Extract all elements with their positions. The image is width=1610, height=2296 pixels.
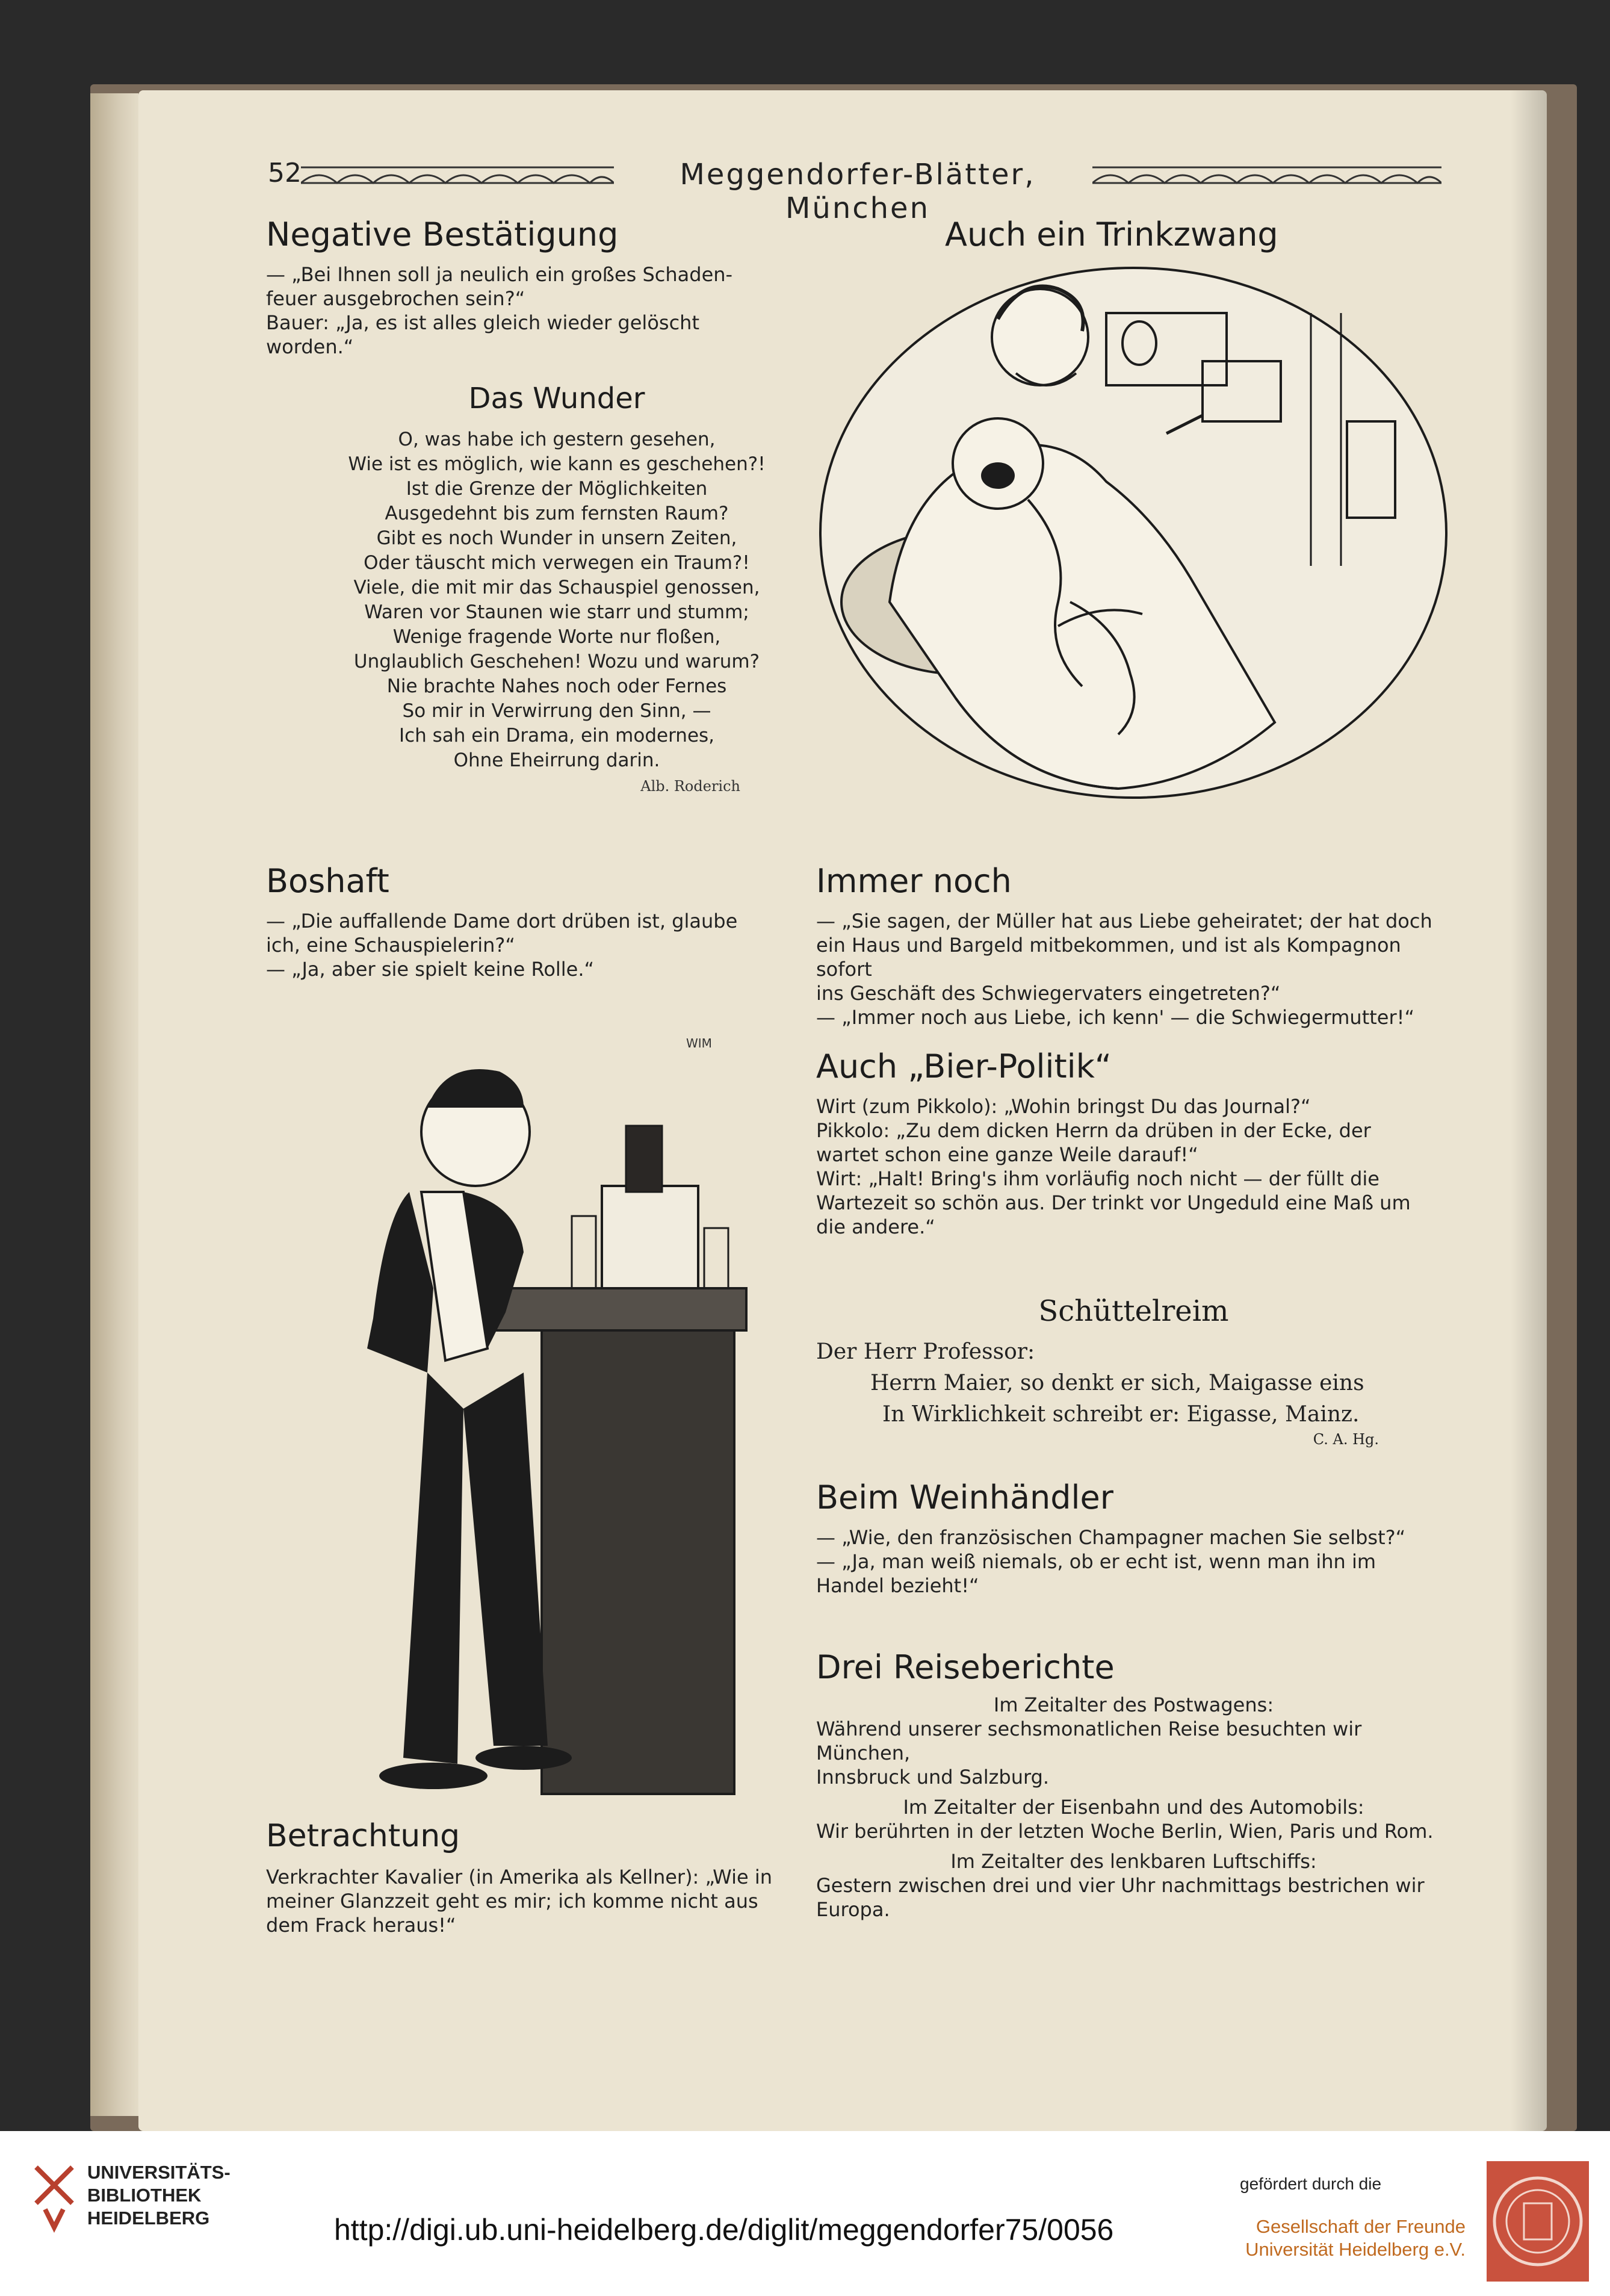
library-logo-icon <box>30 2161 78 2233</box>
immer-text <box>816 909 1451 1029</box>
library-name <box>87 2161 231 2230</box>
wunder-poem <box>265 427 849 799</box>
university-seal-icon <box>1487 2161 1589 2282</box>
bier-line-2: Pikkolo: „Zu dem dicken Herrn da drüben in der Ecke, der <box>816 1119 1371 1142</box>
schuettel-line-1: Herrn Maier, so denkt er sich, Maigasse eins <box>870 1371 1364 1395</box>
betrachtung-title: Betrachtung <box>266 1818 460 1854</box>
bier-line-5: Wartezeit so schön aus. Der trinkt vor Ungeduld eine Maß um <box>816 1191 1411 1214</box>
negative-text <box>266 262 778 359</box>
drei-p3-line-2: Europa. <box>816 1898 890 1921</box>
poem-line: Nie brachte Nahes noch oder Fernes <box>386 675 727 697</box>
drei-heading-2: Im Zeitalter der Eisenbahn und des Automobils: <box>903 1796 1364 1819</box>
ornament-left <box>301 165 614 185</box>
library-line-3: HEIDELBERG <box>87 2208 210 2229</box>
poem-line: Ohne Eheirrung darin. <box>453 749 660 771</box>
schuettel-intro: Der Herr Professor: <box>816 1339 1035 1364</box>
poem-line: So mir in Verwirrung den Sinn, — <box>402 700 711 722</box>
drei-title: Drei Reiseberichte <box>816 1648 1115 1686</box>
wunder-title: Das Wunder <box>468 382 645 415</box>
bier-line-6: die andere.“ <box>816 1215 935 1238</box>
poem-line: O, was habe ich gestern gesehen, <box>398 429 716 450</box>
bier-line-3: wartet schon eine ganze Weile darauf!“ <box>816 1143 1198 1166</box>
negative-line-3: Bauer: „Ja, es ist alles gleich wieder gelöscht worden.“ <box>266 311 699 358</box>
poem-line: Gibt es noch Wunder in unsern Zeiten, <box>376 527 737 549</box>
poem-line: Waren vor Staunen wie starr und stumm; <box>364 601 749 623</box>
betrachtung-line-3: dem Frack heraus!“ <box>266 1914 456 1937</box>
page-header <box>268 158 1444 225</box>
trinkzwang-title: Auch ein Trinkzwang <box>945 216 1278 253</box>
wein-line-3: Handel bezieht!“ <box>816 1574 979 1597</box>
society-line-1: Gesellschaft der Freunde <box>1255 2216 1466 2237</box>
wein-text <box>816 1525 1451 1598</box>
bier-line-4: Wirt: „Halt! Bring's ihm vorläufig noch nicht — der füllt die <box>816 1167 1379 1190</box>
drei-p3-line-1: Gestern zwischen drei und vier Uhr nachmittags bestrichen wir <box>816 1874 1425 1897</box>
magazine-title: Meggendorfer-Blätter, München <box>680 158 1036 225</box>
immer-line-1: — „Sie sagen, der Müller hat aus Liebe geheiratet; der hat doch <box>816 910 1432 932</box>
negative-line-2: feuer ausgebrochen sein?“ <box>266 287 525 310</box>
ornament-right <box>1092 165 1441 185</box>
bier-line-1: Wirt (zum Pikkolo): „Wohin bringst Du das Journal?“ <box>816 1095 1311 1118</box>
poem-line: Wenige fragende Worte nur floßen, <box>392 626 721 648</box>
illustration-signature: WIM <box>686 1036 712 1050</box>
drei-p2-line-1: Wir berührten in der letzten Woche Berlin, Wien, Paris und Rom. <box>816 1820 1434 1843</box>
page-number: 52 <box>268 158 302 188</box>
betrachtung-line-2: meiner Glanzzeit geht es mir; ich komme nicht aus <box>266 1890 758 1913</box>
negative-title: Negative Bestätigung <box>266 216 619 253</box>
drei-heading-3: Im Zeitalter des lenkbaren Luftschiffs: <box>950 1850 1317 1873</box>
immer-line-3: ins Geschäft des Schwiegervaters eingetreten?“ <box>816 982 1281 1005</box>
drei-text <box>816 1693 1451 1922</box>
boshaft-line-3: — „Ja, aber sie spielt keine Rolle.“ <box>266 958 595 981</box>
poem-line: Unglaublich Geschehen! Wozu und warum? <box>353 651 760 672</box>
bier-title: Auch „Bier-Politik“ <box>816 1047 1112 1085</box>
poem-line: Ist die Grenze der Möglichkeiten <box>406 478 708 500</box>
boshaft-line-1: — „Die auffallende Dame dort drüben ist, glaube <box>266 910 738 932</box>
immer-title: Immer noch <box>816 862 1012 900</box>
funded-by-text: gefördert durch die <box>1240 2174 1382 2193</box>
drei-p1-line-2: Innsbruck und Salzburg. <box>816 1766 1050 1789</box>
negative-line-1: — „Bei Ihnen soll ja neulich ein großes Schaden- <box>266 263 733 286</box>
society-name <box>1207 2215 1466 2261</box>
library-line-2: BIBLIOTHEK <box>87 2185 202 2206</box>
schuettel-text <box>816 1336 1451 1448</box>
wein-title: Beim Weinhändler <box>816 1478 1113 1516</box>
boshaft-text <box>266 909 784 981</box>
society-line-2: Universität Heidelberg e.V. <box>1245 2239 1466 2260</box>
boshaft-title: Boshaft <box>266 862 389 900</box>
poem-line: Oder täuscht mich verwegen ein Traum?! <box>364 552 750 574</box>
boshaft-line-2: ich, eine Schauspielerin?“ <box>266 934 515 957</box>
poem-line: Ausgedehnt bis zum fernsten Raum? <box>385 503 729 524</box>
drei-p1-line-1: Während unserer sechsmonatlichen Reise besuchten wir München, <box>816 1717 1362 1764</box>
schuettel-line-2: In Wirklichkeit schreibt er: Eigasse, Mainz. <box>882 1402 1360 1427</box>
wein-line-2: — „Ja, man weiß niemals, ob er echt ist, wenn man ihn im <box>816 1550 1376 1573</box>
wein-line-1: — „Wie, den französischen Champagner machen Sie selbst?“ <box>816 1526 1406 1549</box>
immer-line-2: ein Haus und Bargeld mitbekommen, und ist als Kompagnon sofort <box>816 934 1401 981</box>
poem-line: Ich sah ein Drama, ein modernes, <box>398 725 715 746</box>
poem-line: Viele, die mit mir das Schauspiel genossen, <box>353 577 760 598</box>
library-line-1: UNIVERSITÄTS- <box>87 2162 231 2183</box>
betrachtung-line-1: Verkrachter Kavalier (in Amerika als Kellner): „Wie in <box>266 1866 772 1888</box>
page-stack-edge <box>90 93 138 2116</box>
betrachtung-text <box>266 1865 784 1937</box>
poem-line: Wie ist es möglich, wie kann es geschehen?! <box>348 453 766 475</box>
mother-baby-illustration <box>817 265 1449 807</box>
immer-line-4: — „Immer noch aus Liebe, ich kenn' — die Schwiegermutter!“ <box>816 1006 1415 1029</box>
wunder-author: Alb. Roderich <box>640 778 740 795</box>
waiter-illustration <box>265 1035 794 1818</box>
schuettel-title: Schüttelreim <box>1038 1294 1229 1328</box>
drei-heading-1: Im Zeitalter des Postwagens: <box>993 1693 1274 1716</box>
schuettel-author: C. A. Hg. <box>1313 1431 1379 1448</box>
bier-text <box>816 1094 1451 1239</box>
permalink-url[interactable]: http://digi.ub.uni-heidelberg.de/diglit/meggendorfer75/0056 <box>334 2213 1114 2247</box>
